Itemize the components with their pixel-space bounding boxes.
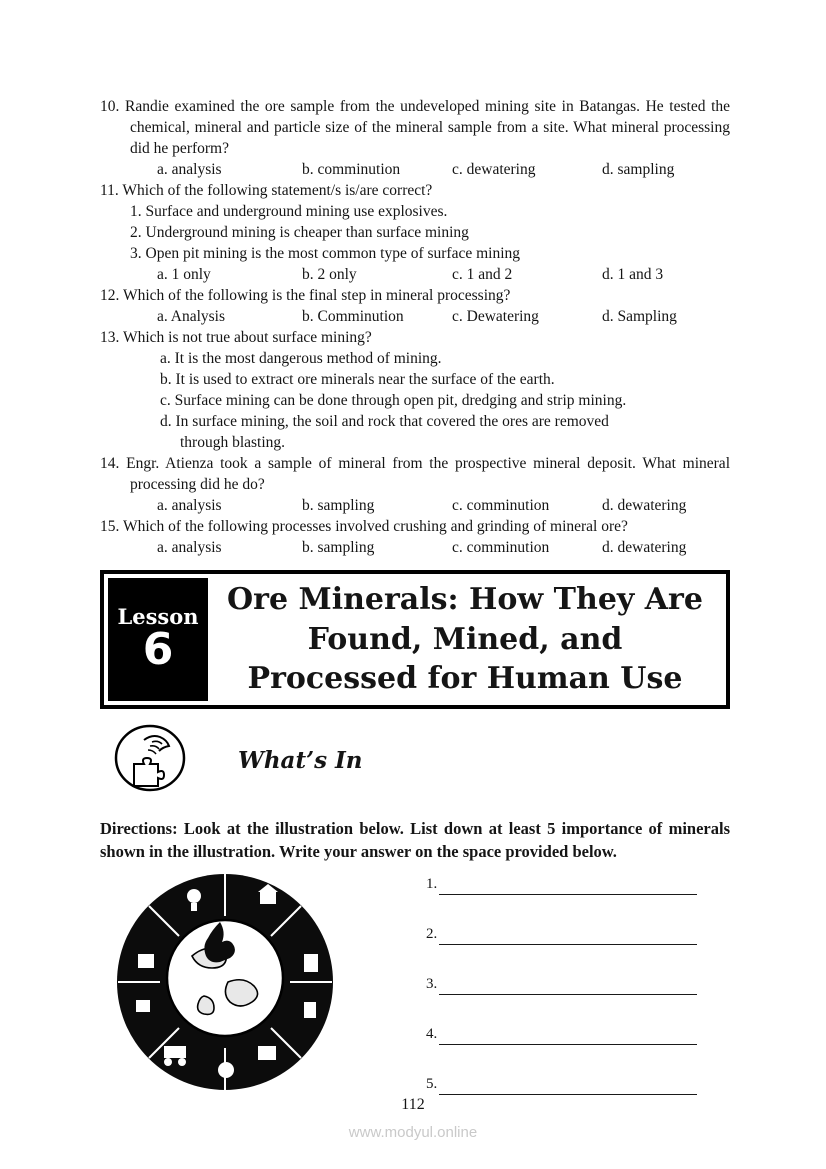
choice-a: a. analysis (157, 161, 222, 178)
question-13 (100, 327, 730, 453)
question-10 (100, 96, 730, 180)
question-text: Randie examined the ore sample from the undeveloped mining site in Batangas. He tested the chemical, mineral and particle size of the mineral sample from a site. What mineral processing did he perform? (125, 98, 731, 157)
choice-b: b. sampling (302, 539, 375, 556)
watermark: www.modyul.online (348, 1124, 478, 1141)
statement-1: 1. Surface and underground mining use explosives. (130, 203, 448, 220)
choice-a: a. analysis (157, 539, 222, 556)
activity-area (100, 870, 730, 1124)
choices-row (157, 537, 730, 558)
choice-d: d. Sampling (602, 308, 677, 325)
question-text: Which of the following processes involved crushing and grinding of mineral ore? (122, 518, 628, 535)
choices-row (157, 306, 730, 327)
blank-number: 2. (426, 925, 438, 942)
choice-c: c. comminution (452, 497, 550, 514)
page-number: 112 (401, 1096, 425, 1113)
answer-blank-1 (426, 874, 697, 895)
options-list (130, 348, 650, 453)
statement-3: 3. Open pit mining is the most common type of surface mining (130, 245, 521, 262)
question-14 (100, 453, 730, 516)
question-12 (100, 285, 730, 327)
choices-row (157, 495, 730, 516)
choice-c: c. 1 and 2 (452, 266, 513, 283)
question-number: 12. (100, 287, 120, 304)
choice-b: b. sampling (302, 497, 375, 514)
whats-in-section (100, 719, 730, 803)
question-15 (100, 516, 730, 558)
lesson-label: Lesson (117, 603, 199, 629)
choices-row (157, 159, 730, 180)
lesson-number: 6 (142, 623, 174, 675)
choice-c: c. dewatering (452, 161, 536, 178)
choice-b: b. 2 only (302, 266, 357, 283)
blank-number: 5. (426, 1075, 438, 1092)
question-number: 11. (100, 182, 119, 199)
choice-d: d. 1 and 3 (602, 266, 664, 283)
question-text: Engr. Atienza took a sample of mineral from the prospective mineral deposit. What mineral processing did he do? (126, 455, 730, 493)
write-line (439, 878, 697, 895)
lesson-tab (108, 578, 208, 701)
statements (130, 201, 730, 264)
write-line (439, 1078, 697, 1095)
choice-b: b. comminution (302, 161, 401, 178)
statement-2: 2. Underground mining is cheaper than surface mining (130, 224, 469, 241)
directions-paragraph: Directions: Look at the illustration below. List down at least 5 importance of minerals shown in the illustration. Write your answer on the space provided below. (100, 818, 730, 862)
option-c: c. Surface mining can be done through open pit, dredging and strip mining. (160, 392, 627, 409)
blank-number: 1. (426, 875, 438, 892)
blank-number: 4. (426, 1025, 438, 1042)
lesson-banner (100, 570, 730, 709)
question-number: 10. (100, 98, 120, 115)
question-text: Which of the following is the final step in mineral processing? (122, 287, 511, 304)
question-text: Which is not true about surface mining? (122, 329, 372, 346)
question-number: 13. (100, 329, 120, 346)
option-a: a. It is the most dangerous method of mining. (160, 350, 442, 367)
question-number: 15. (100, 518, 120, 535)
whats-in-heading: What’s In (238, 747, 363, 775)
question-text: Which of the following statement/s is/are correct? (122, 182, 433, 199)
choice-c: c. comminution (452, 539, 550, 556)
answer-blank-4 (426, 1024, 697, 1045)
question-number: 14. (100, 455, 120, 472)
choice-d: d. sampling (602, 161, 675, 178)
puzzle-hand-icon (110, 718, 190, 804)
choices-row (157, 264, 730, 285)
option-b: b. It is used to extract ore minerals near the surface of the earth. (160, 371, 555, 388)
option-d: d. In surface mining, the soil and rock that covered the ores are removed through blasting. (160, 413, 609, 451)
write-line (439, 978, 697, 995)
choice-d: d. dewatering (602, 539, 687, 556)
choice-a: a. 1 only (157, 266, 211, 283)
write-line (439, 928, 697, 945)
answer-blank-5 (426, 1074, 697, 1095)
answer-blank-3 (426, 974, 697, 995)
choice-a: a. Analysis (157, 308, 226, 325)
answer-blank-2 (426, 924, 697, 945)
choice-b: b. Comminution (302, 308, 404, 325)
question-11 (100, 180, 730, 285)
lesson-title: Ore Minerals: How They Are Found, Mined, and Processed for Human Use (227, 582, 703, 697)
minerals-illustration (108, 870, 346, 1124)
choice-c: c. Dewatering (452, 308, 539, 325)
blank-number: 3. (426, 975, 438, 992)
choice-a: a. analysis (157, 497, 222, 514)
answer-blanks (426, 874, 697, 1124)
write-line (439, 1028, 697, 1045)
choice-d: d. dewatering (602, 497, 687, 514)
